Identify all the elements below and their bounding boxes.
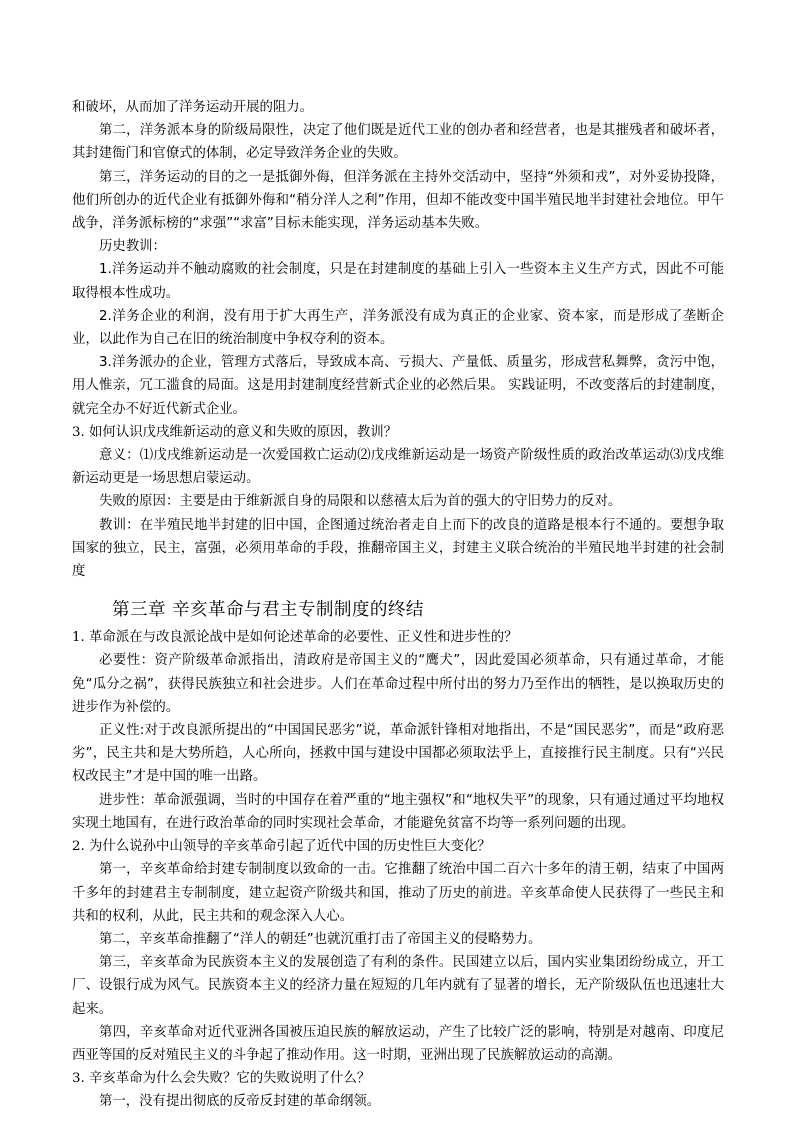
paragraph: 进步性：革命派强调，当时的中国存在着严重的“地主强权”和“地权失平”的现象，只有通过通过平均地权实现土地国有，在进行政治革命的同时实现社会革命，才能避免贫富不均等一系列问题的出现。 xyxy=(72,792,724,831)
question-heading: 3. 如何认识戊戌维新运动的意义和失败的原因，教训？ xyxy=(72,424,398,440)
paragraph: 第一，辛亥革命给封建专制制度以致命的一击。它推翻了统治中国二百六十多年的清王朝，结束了中国两千多年的封建君主专制制度，建立起资产阶级共和国，推动了历史的前进。辛亥革命使人民获得了一些民主和共和的权利，从此，民主共和的观念深入人心。 xyxy=(72,862,724,924)
question-heading: 3. 辛亥革命为什么会失败？它的失败说明了什么？ xyxy=(72,1071,371,1087)
paragraph: 第四，辛亥革命对近代亚洲各国被压迫民族的解放运动，产生了比较广泛的影响，特别是对越南、印度尼西亚等国的反对殖民主义的斗争起了推动作用。这一时期，亚洲出现了民族解放运动的高潮。 xyxy=(72,1024,724,1063)
paragraph: 失败的原因：主要是由于维新派自身的局限和以慈禧太后为首的强大的守旧势力的反对。 xyxy=(99,494,622,510)
paragraph: 第一，没有提出彻底的反帝反封建的革命纲领。 xyxy=(99,1094,381,1110)
list-item: 2.洋务企业的利润，没有用于扩大再生产，洋务派没有成为真正的企业家、资本家，而是形成了垄断企业，以此作为自己在旧的统治制度中争权夺利的资本。 xyxy=(72,308,724,348)
question-heading: 2. 为什么说孙中山领导的辛亥革命引起了近代中国的历史性巨大变化？ xyxy=(72,839,491,855)
document-body xyxy=(72,96,724,1114)
paragraph: 正义性:对于改良派所提出的“中国国民恶劣”说，革命派针锋相对地指出，不是“国民恶劣”，而是“政府恶劣”，民主共和是大势所趋，人心所向，拯救中国与建设中国都必须取法乎上，直接推行民主制度。只有“兴民权改民主”才是中国的唯一出路。 xyxy=(72,723,724,785)
paragraph: 意义：⑴戊戌维新运动是一次爱国救亡运动⑵戊戌维新运动是一场资产阶级性质的政治改革运动⑶戊戌维新运动更是一场思想启蒙运动。 xyxy=(72,448,724,487)
paragraph: 第三，洋务运动的目的之一是抵御外侮，但洋务派在主持外交活动中，坚持“外须和戎”，对外妥协投降，他们所创办的近代企业有抵御外侮和“稍分洋人之利”作用，但却不能改变中国半殖民地半封建社会地位。甲午战争，洋务派标榜的“求强”“求富”目标未能实现，洋务运动基本失败。 xyxy=(72,169,724,232)
paragraph: 必要性：资产阶级革命派指出，清政府是帝国主义的“鹰犬”，因此爱国必须革命，只有通过革命，才能免“瓜分之祸”，获得民族独立和社会进步。人们在革命过程中所付出的努力乃至作出的牺牲，是以换取历史的进步作为补偿的。 xyxy=(72,653,724,715)
paragraph: 第二，洋务派本身的阶级局限性，决定了他们既是近代工业的创办者和经营者，也是其摧残者和破坏者，其封建衙门和官僚式的体制，必定导致洋务企业的失败。 xyxy=(72,123,724,162)
paragraph: 第三，辛亥革命为民族资本主义的发展创造了有利的条件。民国建立以后，国内实业集团纷纷成立，开工厂、设银行成为风气。民族资本主义的经济力量在短短的几年内就有了显著的增长，无产阶级队伍也迅速壮大起来。 xyxy=(72,955,724,1017)
question-heading: 1. 革命派在与改良派论战中是如何论述革命的必要性、正义性和进步性的？ xyxy=(72,630,518,646)
paragraph: 第二，辛亥革命推翻了“洋人的朝廷”也就沉重打击了帝国主义的侵略势力。 xyxy=(99,931,542,947)
subheading-lessons: 历史教训： xyxy=(99,239,166,255)
list-item: 1.洋务运动并不触动腐败的社会制度，只是在封建制度的基础上引入一些资本主义生产方式，因此不可能取得根本性成功。 xyxy=(72,262,724,301)
paragraph: 和破坏，从而加了洋务运动开展的阻力。 xyxy=(72,100,314,115)
paragraph: 教训：在半殖民地半封建的旧中国，企图通过统治者走自上而下的改良的道路是根本行不通的。要想争取国家的独立，民主，富强，必须用革命的手段，推翻帝国主义，封建主义联合统治的半殖民地半封建的社会制度 xyxy=(72,517,724,580)
chapter-title: 第三章 辛亥革命与君主专制制度的终结 xyxy=(112,600,424,621)
list-item: 3.洋务派办的企业，管理方式落后，导致成本高、亏损大、产量低、质量劣，形成营私舞弊，贪污中饱，用人惟亲，冗工滥食的局面。这是用封建制度经营新式企业的必然后果。 实践证明，不改变落后的封建制度，就完全办不好近代新式企业。 xyxy=(72,355,724,417)
